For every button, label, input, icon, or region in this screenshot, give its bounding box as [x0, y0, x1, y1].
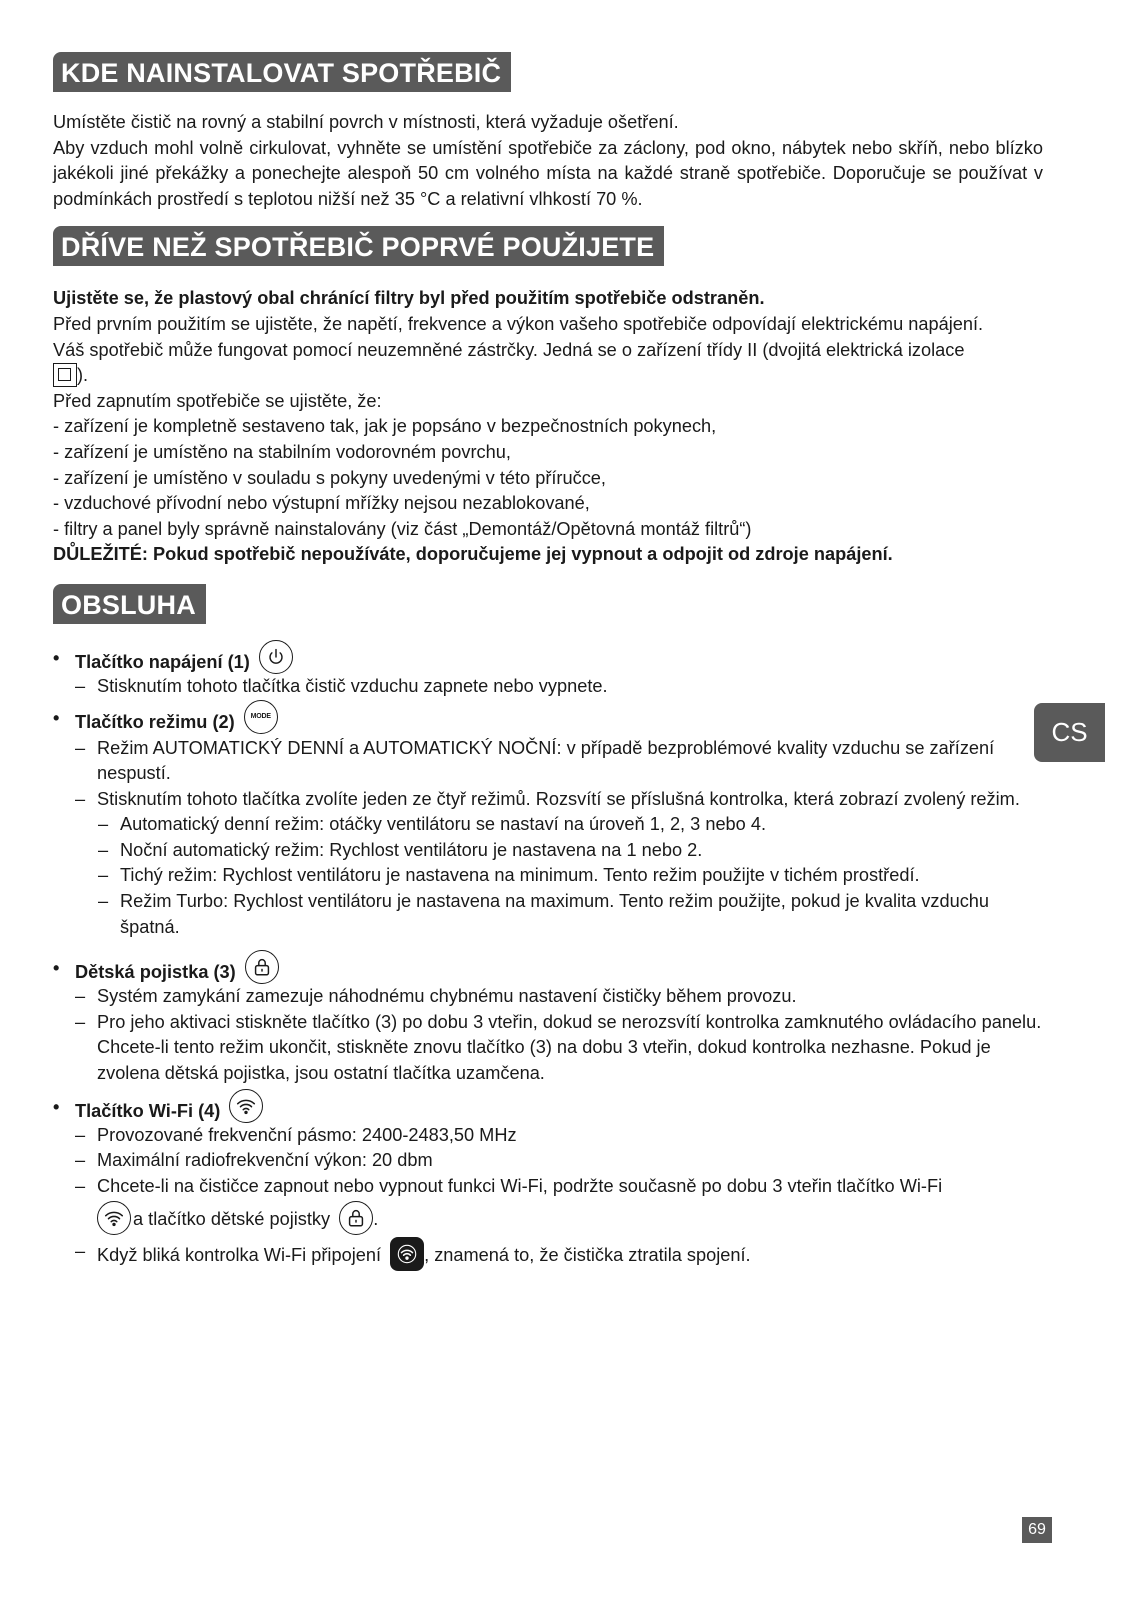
- dash: –: [75, 1175, 86, 1196]
- paragraph: Před zapnutím spotřebiče se ujistěte, že:: [53, 390, 382, 411]
- checklist-item: - filtry a panel byly správně nainstalovány (viz část „Demontáž/Opětovná montáž filtrů“): [53, 518, 752, 539]
- item-text: Tichý režim: Rychlost ventilátoru je nastavena na minimum. Tento režim použijte v tichém prostředí.: [120, 865, 920, 886]
- paragraph: Aby vzduch mohl volně cirkulovat, vyhněte se umístění spotřebiče za záclony, pod okno, nábytek nebo skříň, nebo blízko jakékoli jiné překážky a ponechejte alespoň 50 cm volného místa na každé straně spotřebiče. Doporučuje se používat v podmínkách prostředí s teplotou nižší než 35 °C a relativní vlhkostí 70 %.: [53, 137, 1043, 209]
- item-text: Když bliká kontrolka Wi-Fi připojení: [97, 1245, 382, 1266]
- paragraph: Umístěte čistič na rovný a stabilní povrch v místnosti, která vyžaduje ošetření.: [53, 112, 679, 132]
- control-label: Dětská pojistka (3): [75, 962, 236, 983]
- lock-icon: [245, 950, 279, 984]
- important-notice: DŮLEŽITÉ: Pokud spotřebič nepoužíváte, doporučujeme jej vypnout a odpojit od zdroje napájení.: [53, 544, 893, 565]
- wifi-icon: [97, 1201, 131, 1235]
- document-page: [53, 52, 1043, 1273]
- item-text: Systém zamykání zamezuje náhodnému chybnému nastavení čističky během provozu.: [97, 986, 797, 1007]
- paragraph-text: ).: [77, 365, 89, 386]
- checklist-item: - vzduchové přívodní nebo výstupní mřížky nejsou nezablokované,: [53, 493, 590, 514]
- item-text: a tlačítko dětské pojistky: [133, 1209, 331, 1230]
- dash: –: [75, 1241, 86, 1262]
- item-text: .: [373, 1209, 379, 1230]
- controls-list: [53, 706, 1043, 740]
- dash: –: [98, 865, 109, 886]
- dash: –: [98, 891, 109, 912]
- dash: –: [98, 814, 109, 835]
- item-text: Pro jeho aktivaci stiskněte tlačítko (3) po dobu 3 vteřin, dokud se nerozsvítí kontrolka zamknutého ovládacího panelu. Chcete-li tento režim ukončit, stiskněte znovu tlačítko (3) na dobu 3 vteřin, dokud kontrolka nezhasne. Pokud je zvolena dětská pojistka, jsou ostatní tlačítka uzamčena.: [97, 1011, 1042, 1084]
- item-text: Noční automatický režim: Rychlost ventilátoru je nastavena na 1 nebo 2.: [120, 839, 703, 860]
- item-text: Režim Turbo: Rychlost ventilátoru je nastavena na maximum. Tento režim použijte, pokud je kvalita vzduchu špatná.: [120, 891, 990, 937]
- dash-item: [53, 736, 1043, 787]
- item-text: Maximální radiofrekvenční výkon: 20 dbm: [97, 1150, 433, 1171]
- control-label: Tlačítko režimu (2): [75, 711, 235, 732]
- wifi-icon: [229, 1089, 263, 1123]
- dash: –: [75, 1150, 86, 1171]
- sub-dash-item: [53, 889, 1043, 940]
- checklist-item: - zařízení je umístěno v souladu s pokyny uvedenými v této příručce,: [53, 467, 606, 488]
- checklist-item: - zařízení je kompletně sestaveno tak, jak je popsáno v bezpečnostních pokynech,: [53, 416, 717, 437]
- dash-item: [53, 1239, 1043, 1273]
- dash-item: [53, 1123, 1043, 1149]
- section-heading-before-first-use: DŘÍVE NEŽ SPOTŘEBIČ POPRVÉ POUŽIJETE: [53, 226, 664, 266]
- dash-item: [53, 1010, 1043, 1087]
- checklist-item: - zařízení je umístěno na stabilním vodorovném povrchu,: [53, 441, 511, 462]
- dash: –: [75, 737, 86, 758]
- dash: –: [75, 1124, 86, 1145]
- wifi-indicator-icon: [390, 1237, 424, 1271]
- dash: –: [75, 986, 86, 1007]
- bullet: •: [53, 1096, 60, 1117]
- paragraph: Před prvním použitím se ujistěte, že napětí, frekvence a výkon vašeho spotřebiče odpovídají elektrickému napájení.: [53, 313, 984, 334]
- item-text: Automatický denní režim: otáčky ventilátoru se nastaví na úroveň 1, 2, 3 nebo 4.: [120, 814, 767, 835]
- lock-icon: [339, 1201, 373, 1235]
- checklist: [53, 414, 1043, 542]
- section-heading-install: KDE NAINSTALOVAT SPOTŘEBIČ: [53, 52, 511, 92]
- section-heading-operation: OBSLUHA: [53, 584, 206, 624]
- dash: –: [75, 675, 86, 696]
- bold-notice: Ujistěte se, že plastový obal chránící filtry byl před použitím spotřebiče odstraněn.: [53, 288, 765, 309]
- item-text: Chcete-li na čističce zapnout nebo vypnout funkci Wi-Fi, podržte současně po dobu 3 vteřin tlačítko Wi-Fi: [97, 1175, 943, 1196]
- class-ii-icon: [53, 363, 77, 387]
- dash: –: [98, 839, 109, 860]
- sub-dash-item: [53, 812, 1043, 838]
- item-text: Stisknutím tohoto tlačítka čistič vzduchu zapnete nebo vypnete.: [97, 675, 608, 696]
- control-label: Tlačítko Wi-Fi (4): [75, 1100, 221, 1121]
- bullet: •: [53, 707, 60, 728]
- dash-item: [53, 1174, 1043, 1238]
- control-mode: [53, 706, 1043, 740]
- item-text: Provozované frekvenční pásmo: 2400-2483,50 MHz: [97, 1124, 517, 1145]
- dash-item: [53, 787, 1043, 813]
- paragraph: [53, 338, 1043, 389]
- dash-item: [53, 674, 1043, 700]
- dash-item: [53, 1148, 1043, 1174]
- language-tab: CS: [1034, 703, 1105, 762]
- dash-item: [53, 984, 1043, 1010]
- item-text: Režim AUTOMATICKÝ DENNÍ a AUTOMATICKÝ NOČNÍ: v případě bezproblémové kvality vzduchu se zařízení nespustí.: [97, 737, 995, 784]
- item-text: , znamená to, že čistička ztratila spojení.: [424, 1245, 751, 1266]
- mode-icon: MODE: [244, 700, 278, 734]
- bullet: •: [53, 958, 60, 979]
- power-icon: [259, 640, 293, 674]
- sub-dash-item: [53, 863, 1043, 889]
- bullet: •: [53, 647, 60, 668]
- page-number: 69: [1022, 1517, 1052, 1543]
- sub-dash-item: [53, 838, 1043, 864]
- dash: –: [75, 1011, 86, 1032]
- item-text: Stisknutím tohoto tlačítka zvolíte jeden ze čtyř režimů. Rozsvítí se příslušná kontrolka, která zobrazí zvolený režim.: [97, 788, 1020, 809]
- control-label: Tlačítko napájení (1): [75, 651, 250, 672]
- paragraph-text: Váš spotřebič může fungovat pomocí neuzemněné zástrčky. Jedná se o zařízení třídy II (dvojitá elektrická izolace: [53, 339, 965, 360]
- dash: –: [75, 788, 86, 809]
